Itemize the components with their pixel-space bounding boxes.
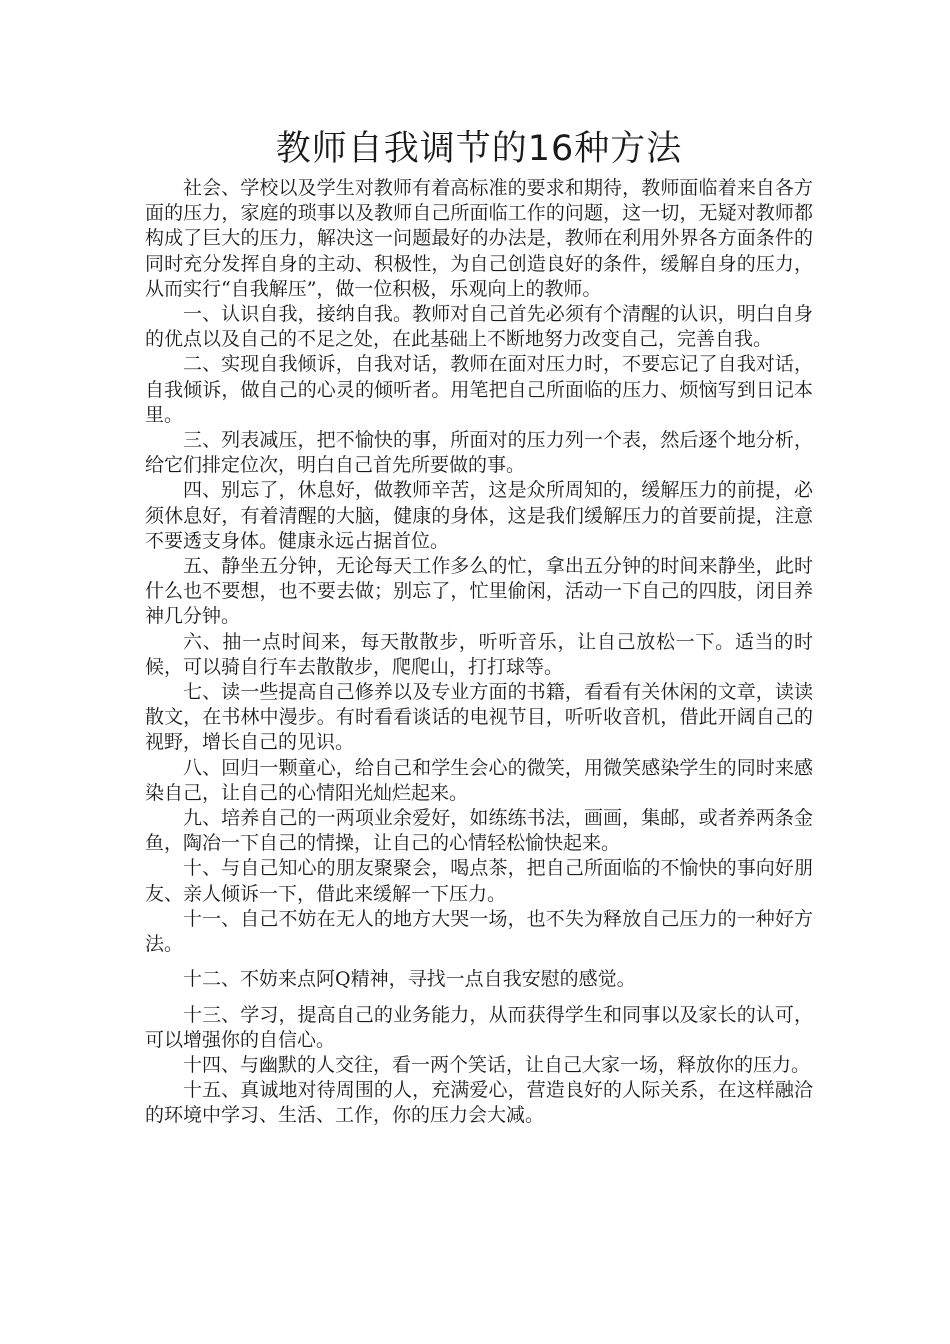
method-3-paragraph: 三、列表减压，把不愉快的事，所面对的压力列一个表，然后逐个地分析，给它们排定位次，明白自己首先所要做的事。 — [145, 429, 813, 477]
method-12-paragraph: 十二、不妨来点阿Q精神，寻找一点自我安慰的感觉。 — [183, 968, 636, 991]
method-2-paragraph: 二、实现自我倾诉，自我对话，教师在面对压力时，不要忘记了自我对话，自我倾诉，做自己的心灵的倾听者。用笔把自己所面临的压力、烦恼写到日记本里。 — [145, 353, 813, 426]
method-7-paragraph: 七、读一些提高自己修养以及专业方面的书籍，看看有关休闲的文章，读读散文，在书林中漫步。有时看看谈话的电视节目，听听收音机，借此开阔自己的视野，增长自己的见识。 — [145, 681, 813, 754]
method-14-paragraph: 十四、与幽默的人交往，看一两个笑话，让自己大家一场，释放你的压力。 — [183, 1053, 811, 1076]
method-10-paragraph: 十、与自己知心的朋友聚聚会，喝点茶，把自己所面临的不愉快的事向好朋友、亲人倾诉一下，借此来缓解一下压力。 — [145, 857, 813, 905]
method-13-paragraph: 十三、学习，提高自己的业务能力，从而获得学生和同事以及家长的认可，可以增强你的自信心。 — [145, 1003, 813, 1051]
method-1-paragraph: 一、认识自我，接纳自我。教师对自己首先必须有个清醒的认识，明白自身的优点以及自己的不足之处，在此基础上不断地努力改变自己，完善自我。 — [145, 303, 813, 351]
document-title: 教师自我调节的16种方法 — [275, 129, 683, 169]
document-page — [145, 124, 813, 1129]
intro-paragraph: 社会、学校以及学生对教师有着高标准的要求和期待，教师面临着来自各方面的压力，家庭的琐事以及教师自己所面临工作的问题，这一切，无疑对教师都构成了巨大的压力，解决这一问题最好的办法是，教师在利用外界各方面条件的同时充分发挥自身的主动、积极性，为自己创造良好的条件，缓解自身的压力，从而实行“自我解压”，做一位积极，乐观向上的教师。 — [145, 177, 813, 300]
method-9-paragraph: 九、培养自己的一两项业余爱好，如练练书法，画画，集邮，或者养两条金鱼，陶冶一下自己的情操，让自己的心情轻松愉快起来。 — [145, 807, 813, 855]
method-15-paragraph: 十五、真诚地对待周围的人，充满爱心，营造良好的人际关系，在这样融洽的环境中学习、生活、工作，你的压力会大减。 — [145, 1079, 813, 1127]
method-6-paragraph: 六、抽一点时间来，每天散散步，听听音乐，让自己放松一下。适当的时候，可以骑自行车去散散步，爬爬山，打打球等。 — [145, 630, 813, 678]
method-11-paragraph: 十一、自己不妨在无人的地方大哭一场，也不失为释放自己压力的一种好方法。 — [145, 907, 813, 956]
method-5-paragraph: 五、静坐五分钟，无论每天工作多么的忙，拿出五分钟的时间来静坐，此时什么也不要想，也不要去做；别忘了，忙里偷闲，活动一下自己的四肢，闭目养神几分钟。 — [145, 555, 813, 628]
method-8-paragraph: 八、回归一颗童心，给自己和学生会心的微笑，用微笑感染学生的同时来感染自己，让自己的心情阳光灿烂起来。 — [145, 756, 813, 804]
method-4-paragraph: 四、别忘了，休息好，做教师辛苦，这是众所周知的，缓解压力的前提，必须休息好，有着清醒的大脑，健康的身体，这是我们缓解压力的首要前提，注意不要透支身体。健康永远占据首位。 — [145, 479, 813, 552]
